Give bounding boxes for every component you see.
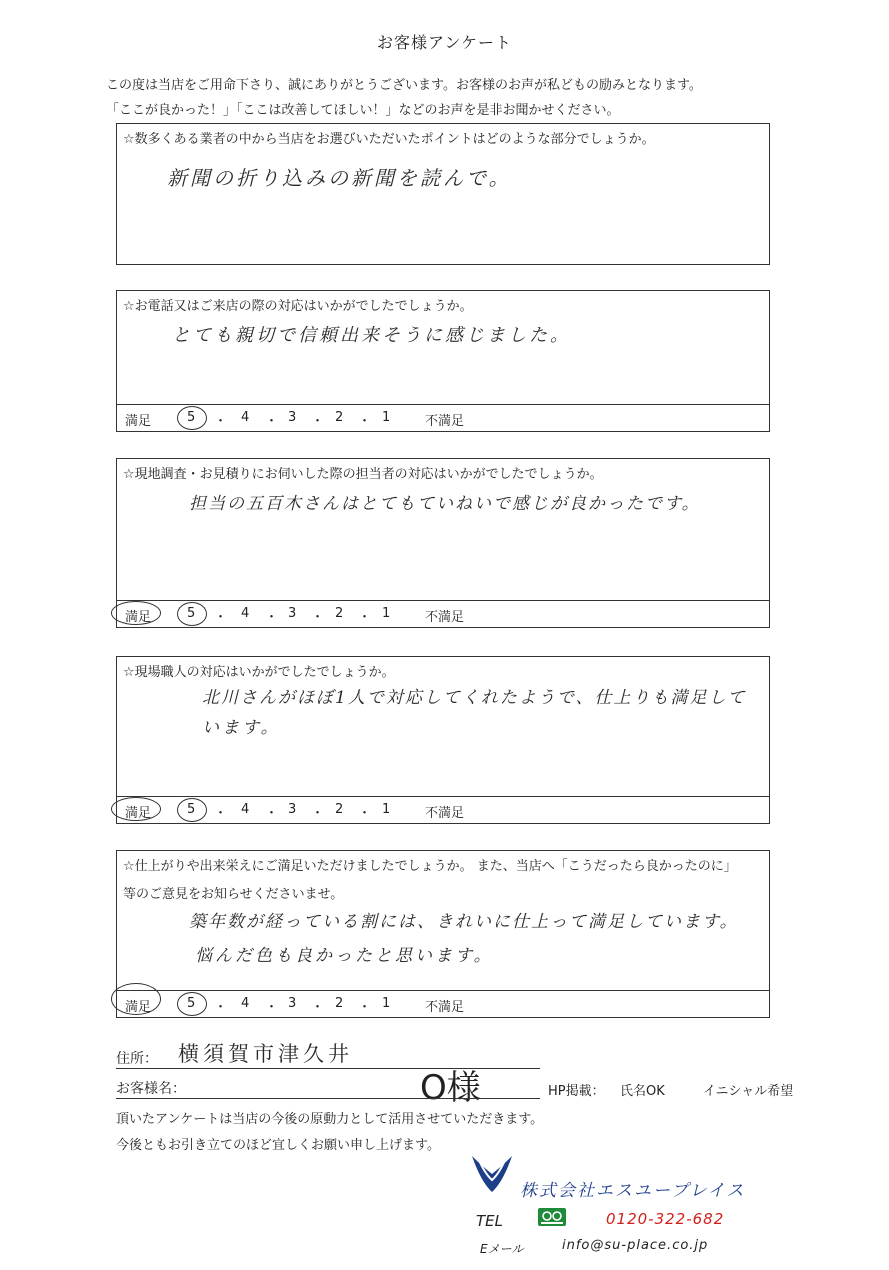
question-text: ☆お電話又はご来店の際の対応はいかがでしたでしょうか。 bbox=[123, 299, 473, 314]
question-text: ☆数多くある業者の中から当店をお選びいただいたポイントはどのような部分でしょうか。 bbox=[123, 132, 655, 147]
rating-row bbox=[117, 404, 769, 431]
question-box-2 bbox=[116, 290, 770, 432]
handwritten-answer: とても親切で信頼出来そうに感じました。 bbox=[172, 325, 571, 346]
rating-option-3[interactable]: 3 bbox=[288, 606, 297, 621]
question-box-5 bbox=[116, 850, 770, 1018]
rating-separator: ・ bbox=[214, 1000, 228, 1015]
rating-option-3[interactable]: 3 bbox=[288, 410, 297, 425]
rating-option-1[interactable]: 1 bbox=[382, 606, 391, 621]
handwritten-answer: 悩んだ色も良かったと思います。 bbox=[195, 946, 494, 966]
company-name: 株式会社エスユープレイス bbox=[520, 1181, 746, 1201]
rating-separator: ・ bbox=[311, 610, 325, 625]
question-text-cont: 等のご意見をお知らせくださいませ。 bbox=[123, 887, 344, 902]
handwritten-answer: 担当の五百木さんはとてもていねいで感じが良かったです。 bbox=[189, 494, 701, 514]
rating-option-2[interactable]: 2 bbox=[335, 410, 344, 425]
freedial-icon bbox=[538, 1208, 566, 1226]
rating-row bbox=[117, 796, 769, 823]
rating-separator: ・ bbox=[358, 610, 372, 625]
rating-bad-label: 不満足 bbox=[425, 806, 465, 821]
selected-rating-circle bbox=[111, 797, 161, 821]
question-box-3 bbox=[116, 458, 770, 628]
rating-separator: ・ bbox=[265, 610, 279, 625]
customer-underline bbox=[116, 1098, 540, 1099]
closing-line-2: 今後ともお引き立てのほど宜しくお願い申し上げます。 bbox=[116, 1138, 440, 1153]
hp-option-initial[interactable]: イニシャル希望 bbox=[703, 1084, 794, 1099]
rating-separator: ・ bbox=[265, 806, 279, 821]
rating-option-5[interactable]: 5 bbox=[187, 996, 196, 1011]
rating-separator: ・ bbox=[214, 414, 228, 429]
question-text: ☆現地調査・お見積りにお伺いした際の担当者の対応はいかがでしたでしょうか。 bbox=[123, 467, 603, 482]
rating-separator: ・ bbox=[358, 1000, 372, 1015]
rating-bad-label: 不満足 bbox=[425, 1000, 465, 1015]
customer-label: お客様名： bbox=[116, 1081, 186, 1097]
rating-separator: ・ bbox=[265, 1000, 279, 1015]
rating-row bbox=[117, 600, 769, 627]
selected-rating-circle bbox=[111, 601, 161, 625]
rating-option-4[interactable]: 4 bbox=[241, 606, 250, 621]
rating-option-2[interactable]: 2 bbox=[335, 606, 344, 621]
rating-good-label: 満足 bbox=[125, 414, 152, 429]
selected-rating-circle bbox=[177, 602, 207, 626]
question-text: ☆仕上がりや出来栄えにご満足いただけましたでしょうか。 また、当店へ「こうだったら良かったのに」 bbox=[123, 859, 737, 874]
rating-option-2[interactable]: 2 bbox=[335, 996, 344, 1011]
rating-option-1[interactable]: 1 bbox=[382, 410, 391, 425]
selected-rating-circle bbox=[111, 983, 161, 1015]
rating-option-5[interactable]: 5 bbox=[187, 802, 196, 817]
hp-label: HP掲載： bbox=[548, 1084, 605, 1099]
closing-line-1: 頂いたアンケートは当店の今後の原動力として活用させていただきます。 bbox=[116, 1112, 544, 1127]
rating-separator: ・ bbox=[358, 806, 372, 821]
address-value: 横須賀市津久井 bbox=[178, 1042, 353, 1066]
rating-option-4[interactable]: 4 bbox=[241, 802, 250, 817]
rating-separator: ・ bbox=[311, 806, 325, 821]
address-label: 住所： bbox=[116, 1051, 158, 1067]
rating-separator: ・ bbox=[311, 1000, 325, 1015]
question-box-4 bbox=[116, 656, 770, 824]
rating-separator: ・ bbox=[214, 806, 228, 821]
tel-label: TEL bbox=[476, 1212, 503, 1230]
rating-separator: ・ bbox=[358, 414, 372, 429]
intro-line-1: この度は当店をご用命下さり、誠にありがとうございます。お客様のお声が私どもの励みとなります。 bbox=[106, 78, 702, 93]
handwritten-answer: 北川さんがほぼ1人で対応してくれたようで、仕上りも満足して bbox=[202, 688, 747, 708]
rating-separator: ・ bbox=[214, 610, 228, 625]
handwritten-answer: 新聞の折り込みの新聞を読んで。 bbox=[167, 166, 512, 190]
rating-option-1[interactable]: 1 bbox=[382, 802, 391, 817]
rating-good-label: 満足 bbox=[125, 1000, 152, 1015]
rating-row bbox=[117, 990, 769, 1017]
wave-logo-icon bbox=[470, 1152, 514, 1196]
hp-option-name-ok[interactable]: 氏名OK bbox=[620, 1084, 665, 1099]
selected-rating-circle bbox=[177, 798, 207, 822]
rating-bad-label: 不満足 bbox=[425, 610, 465, 625]
handwritten-answer: 築年数が経っている割には、きれいに仕上って満足しています。 bbox=[189, 912, 739, 932]
intro-line-2: 「ここが良かった！」「ここは改善してほしい！」などのお声を是非お聞かせください。 bbox=[106, 103, 620, 118]
rating-option-4[interactable]: 4 bbox=[241, 410, 250, 425]
selected-rating-circle bbox=[177, 406, 207, 430]
rating-option-5[interactable]: 5 bbox=[187, 410, 196, 425]
email-label: Eメール bbox=[480, 1242, 524, 1256]
rating-separator: ・ bbox=[311, 414, 325, 429]
question-box-1 bbox=[116, 123, 770, 265]
rating-good-label: 満足 bbox=[125, 806, 152, 821]
rating-bad-label: 不満足 bbox=[425, 414, 465, 429]
rating-option-3[interactable]: 3 bbox=[288, 996, 297, 1011]
rating-option-2[interactable]: 2 bbox=[335, 802, 344, 817]
tel-number[interactable]: 0120-322-682 bbox=[606, 1210, 725, 1228]
rating-option-1[interactable]: 1 bbox=[382, 996, 391, 1011]
rating-option-5[interactable]: 5 bbox=[187, 606, 196, 621]
email-address[interactable]: info@su-place.co.jp bbox=[562, 1238, 709, 1253]
rating-good-label: 満足 bbox=[125, 610, 152, 625]
handwritten-answer: います。 bbox=[202, 718, 281, 738]
question-text: ☆現場職人の対応はいかがでしたでしょうか。 bbox=[123, 665, 395, 680]
rating-separator: ・ bbox=[265, 414, 279, 429]
page-title: お客様アンケート bbox=[376, 33, 513, 52]
rating-option-4[interactable]: 4 bbox=[241, 996, 250, 1011]
selected-rating-circle bbox=[177, 992, 207, 1016]
rating-option-3[interactable]: 3 bbox=[288, 802, 297, 817]
customer-name: O様 bbox=[420, 1068, 481, 1108]
